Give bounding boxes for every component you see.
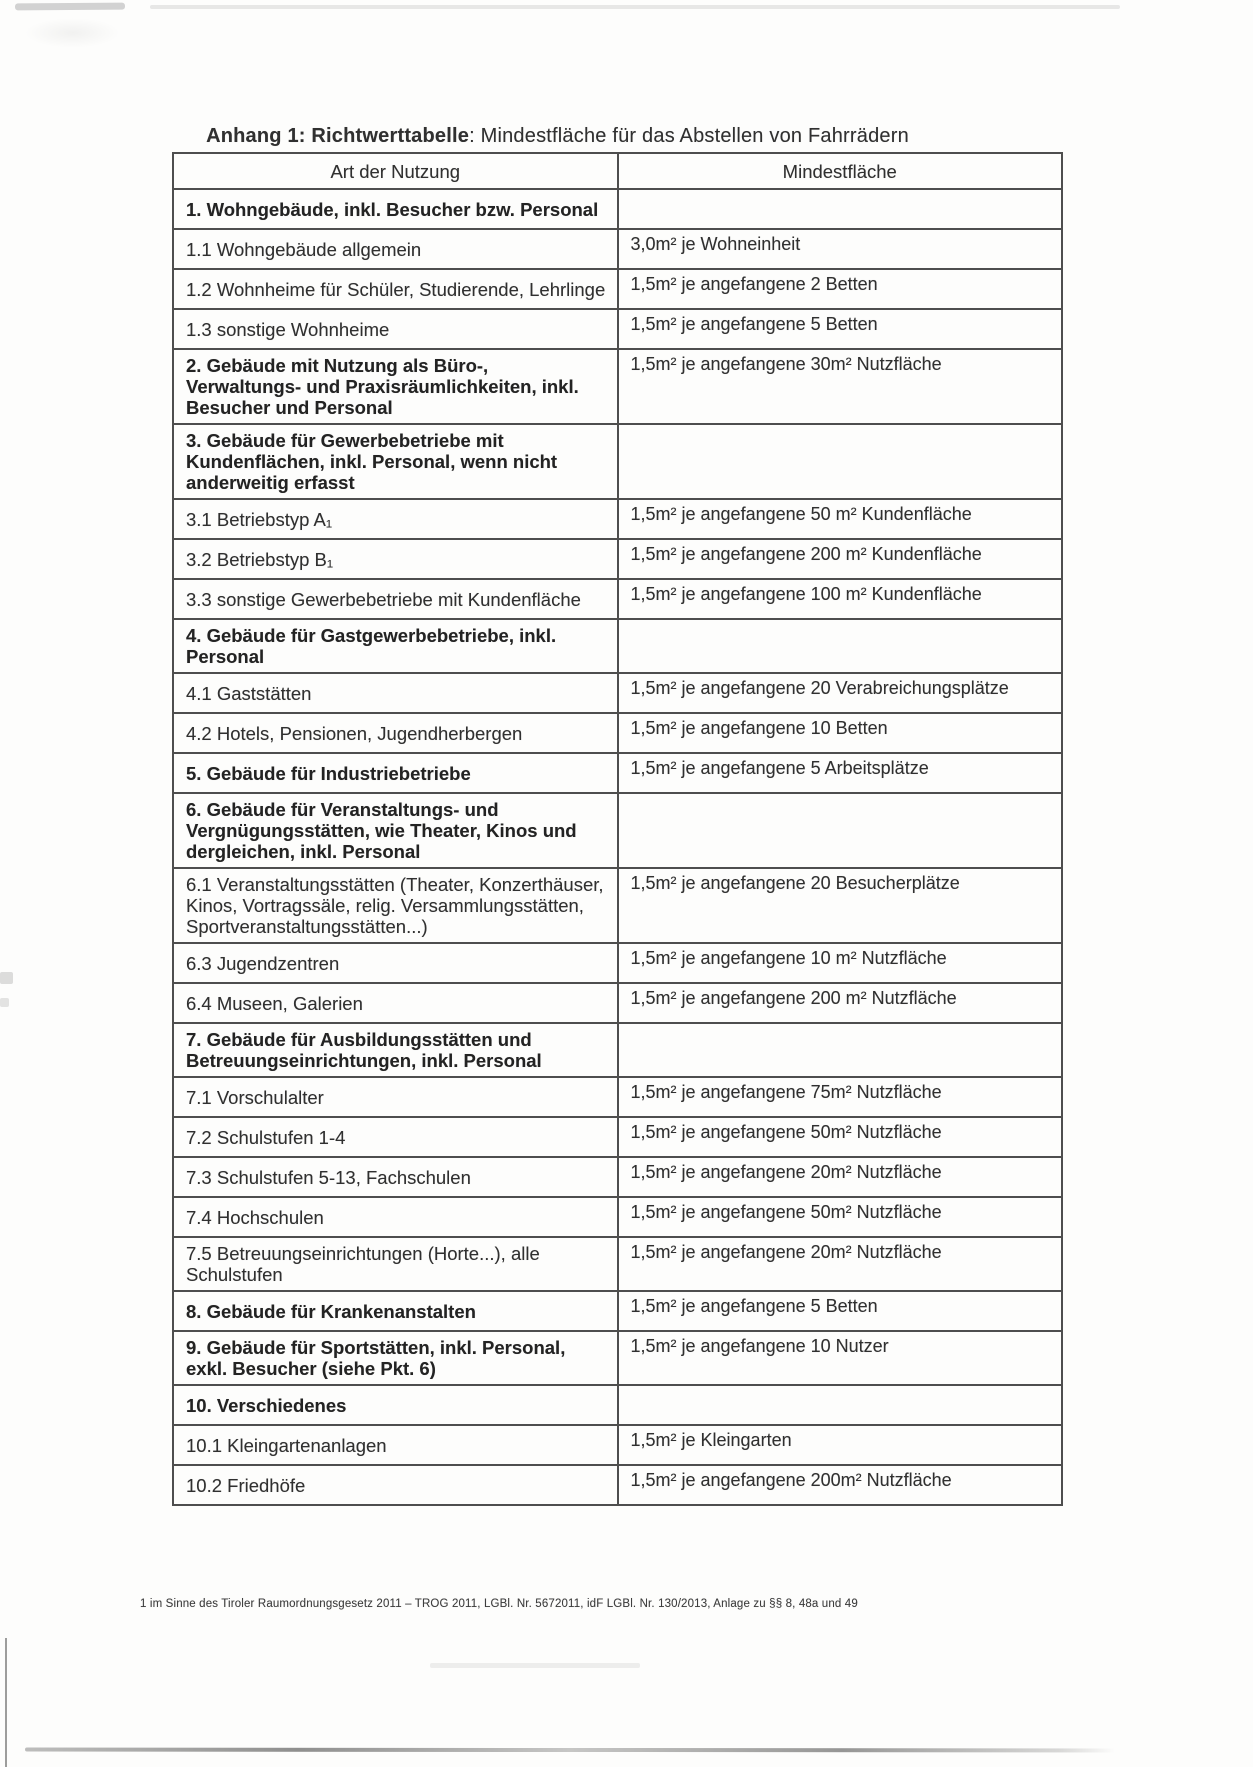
- table-row: [173, 424, 1062, 499]
- usage-type-cell: 10.1 Kleingartenanlagen: [173, 1425, 618, 1465]
- table-row: [173, 1157, 1062, 1197]
- table-row: [173, 868, 1062, 943]
- usage-type-cell: 3. Gebäude für Gewerbebetriebe mit Kundenflächen, inkl. Personal, wenn nicht anderweitig erfasst: [173, 424, 618, 499]
- min-area-cell: 1,5m² je angefangene 20m² Nutzfläche: [618, 1157, 1063, 1197]
- usage-type-cell: 4.2 Hotels, Pensionen, Jugendherbergen: [173, 713, 618, 753]
- min-area-cell: 1,5m² je angefangene 20m² Nutzfläche: [618, 1237, 1063, 1291]
- min-area-cell: 1,5m² je angefangene 50m² Nutzfläche: [618, 1197, 1063, 1237]
- usage-type-cell: 7.1 Vorschulalter: [173, 1077, 618, 1117]
- table-row: [173, 943, 1062, 983]
- min-area-cell: 1,5m² je angefangene 75m² Nutzfläche: [618, 1077, 1063, 1117]
- table-row: [173, 269, 1062, 309]
- usage-type-cell: 7.2 Schulstufen 1-4: [173, 1117, 618, 1157]
- document-title: [112, 125, 1003, 148]
- scan-artifact: [0, 972, 13, 984]
- scan-artifact: [150, 5, 1120, 9]
- table-row: [173, 1385, 1062, 1425]
- table-row: [173, 309, 1062, 349]
- table-row: [173, 673, 1062, 713]
- usage-type-cell: 6.3 Jugendzentren: [173, 943, 618, 983]
- min-area-cell: 1,5m² je Kleingarten: [618, 1425, 1063, 1465]
- min-area-cell: 1,5m² je angefangene 10 Nutzer: [618, 1331, 1063, 1385]
- table-row: [173, 1425, 1062, 1465]
- usage-type-cell: 5. Gebäude für Industriebetriebe: [173, 753, 618, 793]
- min-area-cell: [618, 1023, 1063, 1077]
- min-area-cell: 1,5m² je angefangene 50m² Nutzfläche: [618, 1117, 1063, 1157]
- header-row: [173, 153, 1062, 189]
- min-area-cell: 1,5m² je angefangene 20 Besucherplätze: [618, 868, 1063, 943]
- table-row: [173, 1197, 1062, 1237]
- min-area-cell: 1,5m² je angefangene 20 Verabreichungsplätze: [618, 673, 1063, 713]
- usage-type-cell: 3.2 Betriebstyp B₁: [173, 539, 618, 579]
- table-row: [173, 753, 1062, 793]
- scan-artifact: [0, 998, 9, 1007]
- document-title-rest: : Mindestfläche für das Abstellen von Fahrrädern: [469, 125, 909, 147]
- min-area-cell: [618, 424, 1063, 499]
- usage-type-cell: 6.1 Veranstaltungsstätten (Theater, Konzerthäuser, Kinos, Vortragssäle, relig. Versammlungsstätten, Sportveranstaltungsstätten...): [173, 868, 618, 943]
- column-header-art-der-nutzung: Art der Nutzung: [173, 153, 618, 189]
- table-row: [173, 983, 1062, 1023]
- table-row: [173, 619, 1062, 673]
- usage-type-cell: 6. Gebäude für Veranstaltungs- und Vergnügungsstätten, wie Theater, Kinos und dergleichen, inkl. Personal: [173, 793, 618, 868]
- usage-type-cell: 7.3 Schulstufen 5-13, Fachschulen: [173, 1157, 618, 1197]
- min-area-cell: 1,5m² je angefangene 30m² Nutzfläche: [618, 349, 1063, 424]
- usage-type-cell: 7.4 Hochschulen: [173, 1197, 618, 1237]
- min-area-cell: 3,0m² je Wohneinheit: [618, 229, 1063, 269]
- min-area-cell: 1,5m² je angefangene 5 Betten: [618, 1291, 1063, 1331]
- min-area-cell: 1,5m² je angefangene 5 Arbeitsplätze: [618, 753, 1063, 793]
- usage-type-cell: 1.2 Wohnheime für Schüler, Studierende, Lehrlinge: [173, 269, 618, 309]
- min-area-cell: [618, 793, 1063, 868]
- usage-type-cell: 1.1 Wohngebäude allgemein: [173, 229, 618, 269]
- footnote: 1 im Sinne des Tiroler Raumordnungsgesetz 2011 – TROG 2011, LGBl. Nr. 5672011, idF LGBl. Nr. 130/2013, Anlage zu §§ 8, 48a und 49: [140, 1598, 858, 1610]
- table-row: [173, 1465, 1062, 1505]
- scan-artifact: [5, 1638, 7, 1767]
- usage-type-cell: 3.3 sonstige Gewerbebetriebe mit Kundenfläche: [173, 579, 618, 619]
- usage-type-cell: 9. Gebäude für Sportstätten, inkl. Personal, exkl. Besucher (siehe Pkt. 6): [173, 1331, 618, 1385]
- table-row: [173, 793, 1062, 868]
- usage-type-cell: 3.1 Betriebstyp A₁: [173, 499, 618, 539]
- usage-type-cell: 4.1 Gaststätten: [173, 673, 618, 713]
- table-row: [173, 1023, 1062, 1077]
- table-row: [173, 1291, 1062, 1331]
- table-row: [173, 579, 1062, 619]
- min-area-cell: 1,5m² je angefangene 100 m² Kundenfläche: [618, 579, 1063, 619]
- table-row: [173, 539, 1062, 579]
- min-area-cell: [618, 619, 1063, 673]
- min-area-cell: 1,5m² je angefangene 200 m² Nutzfläche: [618, 983, 1063, 1023]
- min-area-cell: 1,5m² je angefangene 200 m² Kundenfläche: [618, 539, 1063, 579]
- usage-type-cell: 2. Gebäude mit Nutzung als Büro-, Verwaltungs- und Praxisräumlichkeiten, inkl. Besucher und Personal: [173, 349, 618, 424]
- scan-artifact: [25, 1748, 1115, 1753]
- usage-type-cell: 6.4 Museen, Galerien: [173, 983, 618, 1023]
- usage-type-cell: 1. Wohngebäude, inkl. Besucher bzw. Personal: [173, 189, 618, 229]
- table-row: [173, 713, 1062, 753]
- min-area-cell: 1,5m² je angefangene 10 Betten: [618, 713, 1063, 753]
- min-area-cell: 1,5m² je angefangene 10 m² Nutzfläche: [618, 943, 1063, 983]
- usage-type-cell: 7. Gebäude für Ausbildungsstätten und Betreuungseinrichtungen, inkl. Personal: [173, 1023, 618, 1077]
- scan-artifact: [430, 1663, 640, 1668]
- table-row: [173, 499, 1062, 539]
- min-area-cell: 1,5m² je angefangene 5 Betten: [618, 309, 1063, 349]
- min-area-cell: [618, 189, 1063, 229]
- scan-artifact: [25, 18, 120, 48]
- usage-type-cell: 1.3 sonstige Wohnheime: [173, 309, 618, 349]
- min-area-cell: 1,5m² je angefangene 200m² Nutzfläche: [618, 1465, 1063, 1505]
- column-header-mindestflaeche: Mindestfläche: [618, 153, 1063, 189]
- table-row: [173, 1331, 1062, 1385]
- table-row: [173, 189, 1062, 229]
- usage-type-cell: 10. Verschiedenes: [173, 1385, 618, 1425]
- document-title-bold: Anhang 1: Richtwerttabelle: [206, 125, 470, 147]
- table-row: [173, 1117, 1062, 1157]
- table-row: [173, 349, 1062, 424]
- usage-type-cell: 10.2 Friedhöfe: [173, 1465, 618, 1505]
- table-row: [173, 1077, 1062, 1117]
- table-body: [173, 189, 1062, 1505]
- table-row: [173, 229, 1062, 269]
- min-area-cell: 1,5m² je angefangene 50 m² Kundenfläche: [618, 499, 1063, 539]
- usage-type-cell: 4. Gebäude für Gastgewerbebetriebe, inkl. Personal: [173, 619, 618, 673]
- usage-type-cell: 7.5 Betreuungseinrichtungen (Horte...), alle Schulstufen: [173, 1237, 618, 1291]
- min-area-cell: [618, 1385, 1063, 1425]
- usage-type-cell: 8. Gebäude für Krankenanstalten: [173, 1291, 618, 1331]
- table-row: [173, 1237, 1062, 1291]
- min-area-cell: 1,5m² je angefangene 2 Betten: [618, 269, 1063, 309]
- richtwert-table: [172, 152, 1063, 1506]
- table-head: [173, 153, 1062, 189]
- scan-artifact: [15, 3, 125, 11]
